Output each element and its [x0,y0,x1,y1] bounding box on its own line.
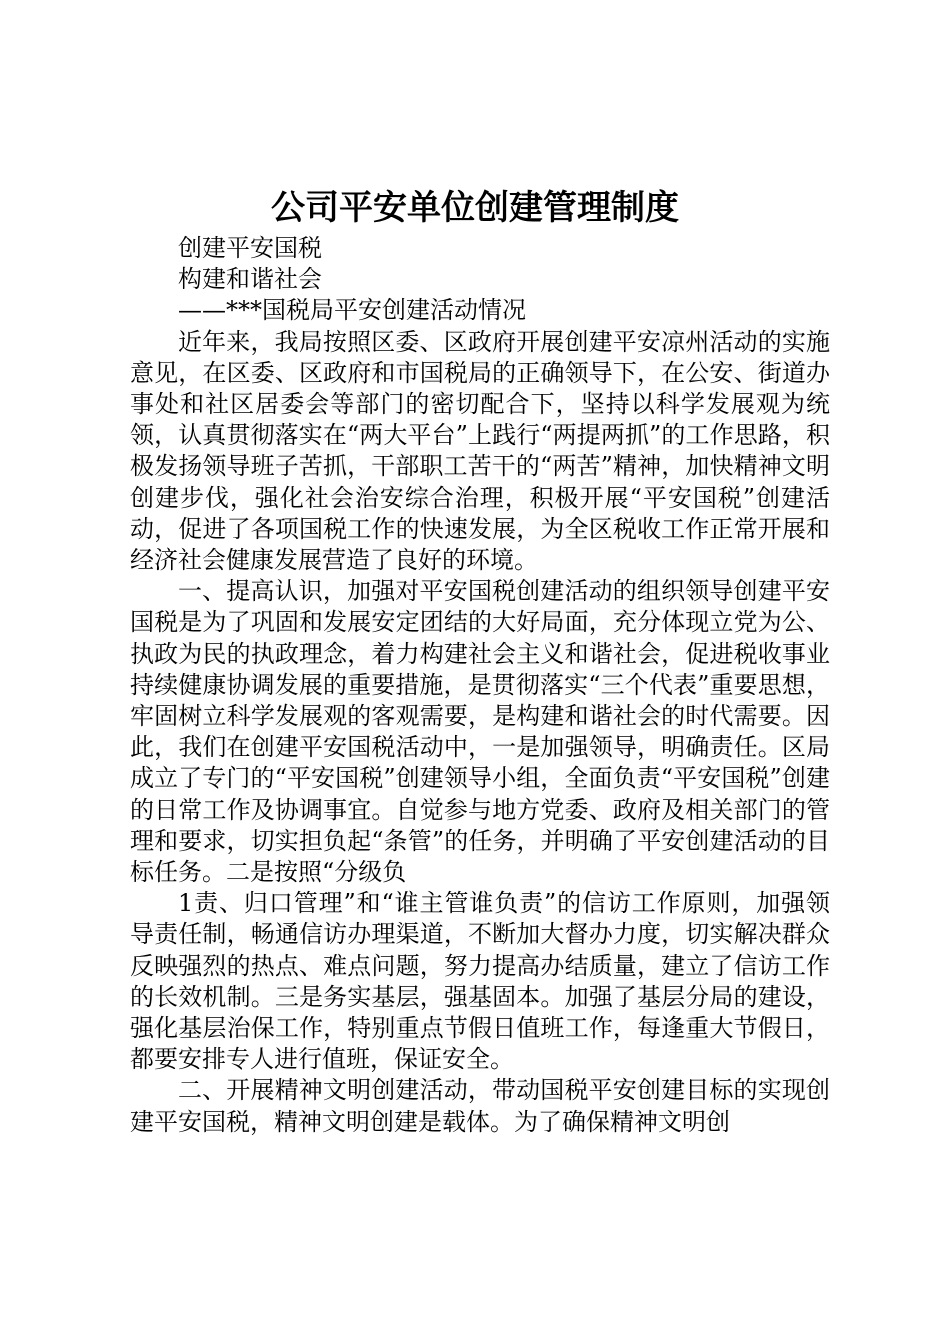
subtitle-line-2: 构建和谐社会 [178,265,322,294]
document-title: 公司平安单位创建管理制度 [271,188,679,228]
paragraph-section-2: 二、开展精神文明创建活动，带动国税平安创建目标的实现创建平安国税，精神文明创建是载体。为了确保精神文明创 [130,1076,830,1136]
paragraph-section-1: 一、提高认识，加强对平安国税创建活动的组织领导创建平安国税是为了巩固和发展安定团结的大好局面，充分体现立党为公、执政为民的执政理念，着力构建社会主义和谐社会，促进税收事业持续健康协调发展的重要措施，是贯彻落实“三个代表”重要思想，牢固树立科学发展观的客观需要，是构建和谐社会的时代需要。因此，我们在创建平安国税活动中，一是加强领导，明确责任。区局成立了专门的“平安国税”创建领导小组，全面负责“平安国税”创建的日常工作及协调事宜。自觉参与地方党委、政府及相关部门的管理和要求，切实担负起“条管”的任务，并明确了平安创建活动的目标任务。二是按照“分级负 [130,577,830,887]
subtitle-line-1: 创建平安国税 [178,234,322,262]
document-body [130,233,830,1138]
subtitle-line-3: ——***国税局平安创建活动情况 [178,296,526,325]
paragraph-continuation: 1责、归口管理”和“谁主管谁负责”的信访工作原则，加强领导责任制，畅通信访办理渠道，不断加大督办力度，切实解决群众反映强烈的热点、难点问题，努力提高办结质量，建立了信访工作的长效机制。三是务实基层，强基固本。加强了基层分局的建设，强化基层治保工作，特别重点节假日值班工作，每逢重大节假日，都要安排专人进行值班，保证安全。 [130,889,830,1074]
paragraph-intro: 近年来，我局按照区委、区政府开展创建平安凉州活动的实施意见，在区委、区政府和市国税局的正确领导下，在公安、街道办事处和社区居委会等部门的密切配合下，坚持以科学发展观为统领，认真贯彻落实在“两大平台”上践行“两提两抓”的工作思路，积极发扬领导班子苦抓，干部职工苦干的“两苦”精神，加快精神文明创建步伐，强化社会治安综合治理，积极开展“平安国税”创建活动，促进了各项国税工作的快速发展，为全区税收工作正常开展和经济社会健康发展营造了良好的环境。 [130,327,830,575]
